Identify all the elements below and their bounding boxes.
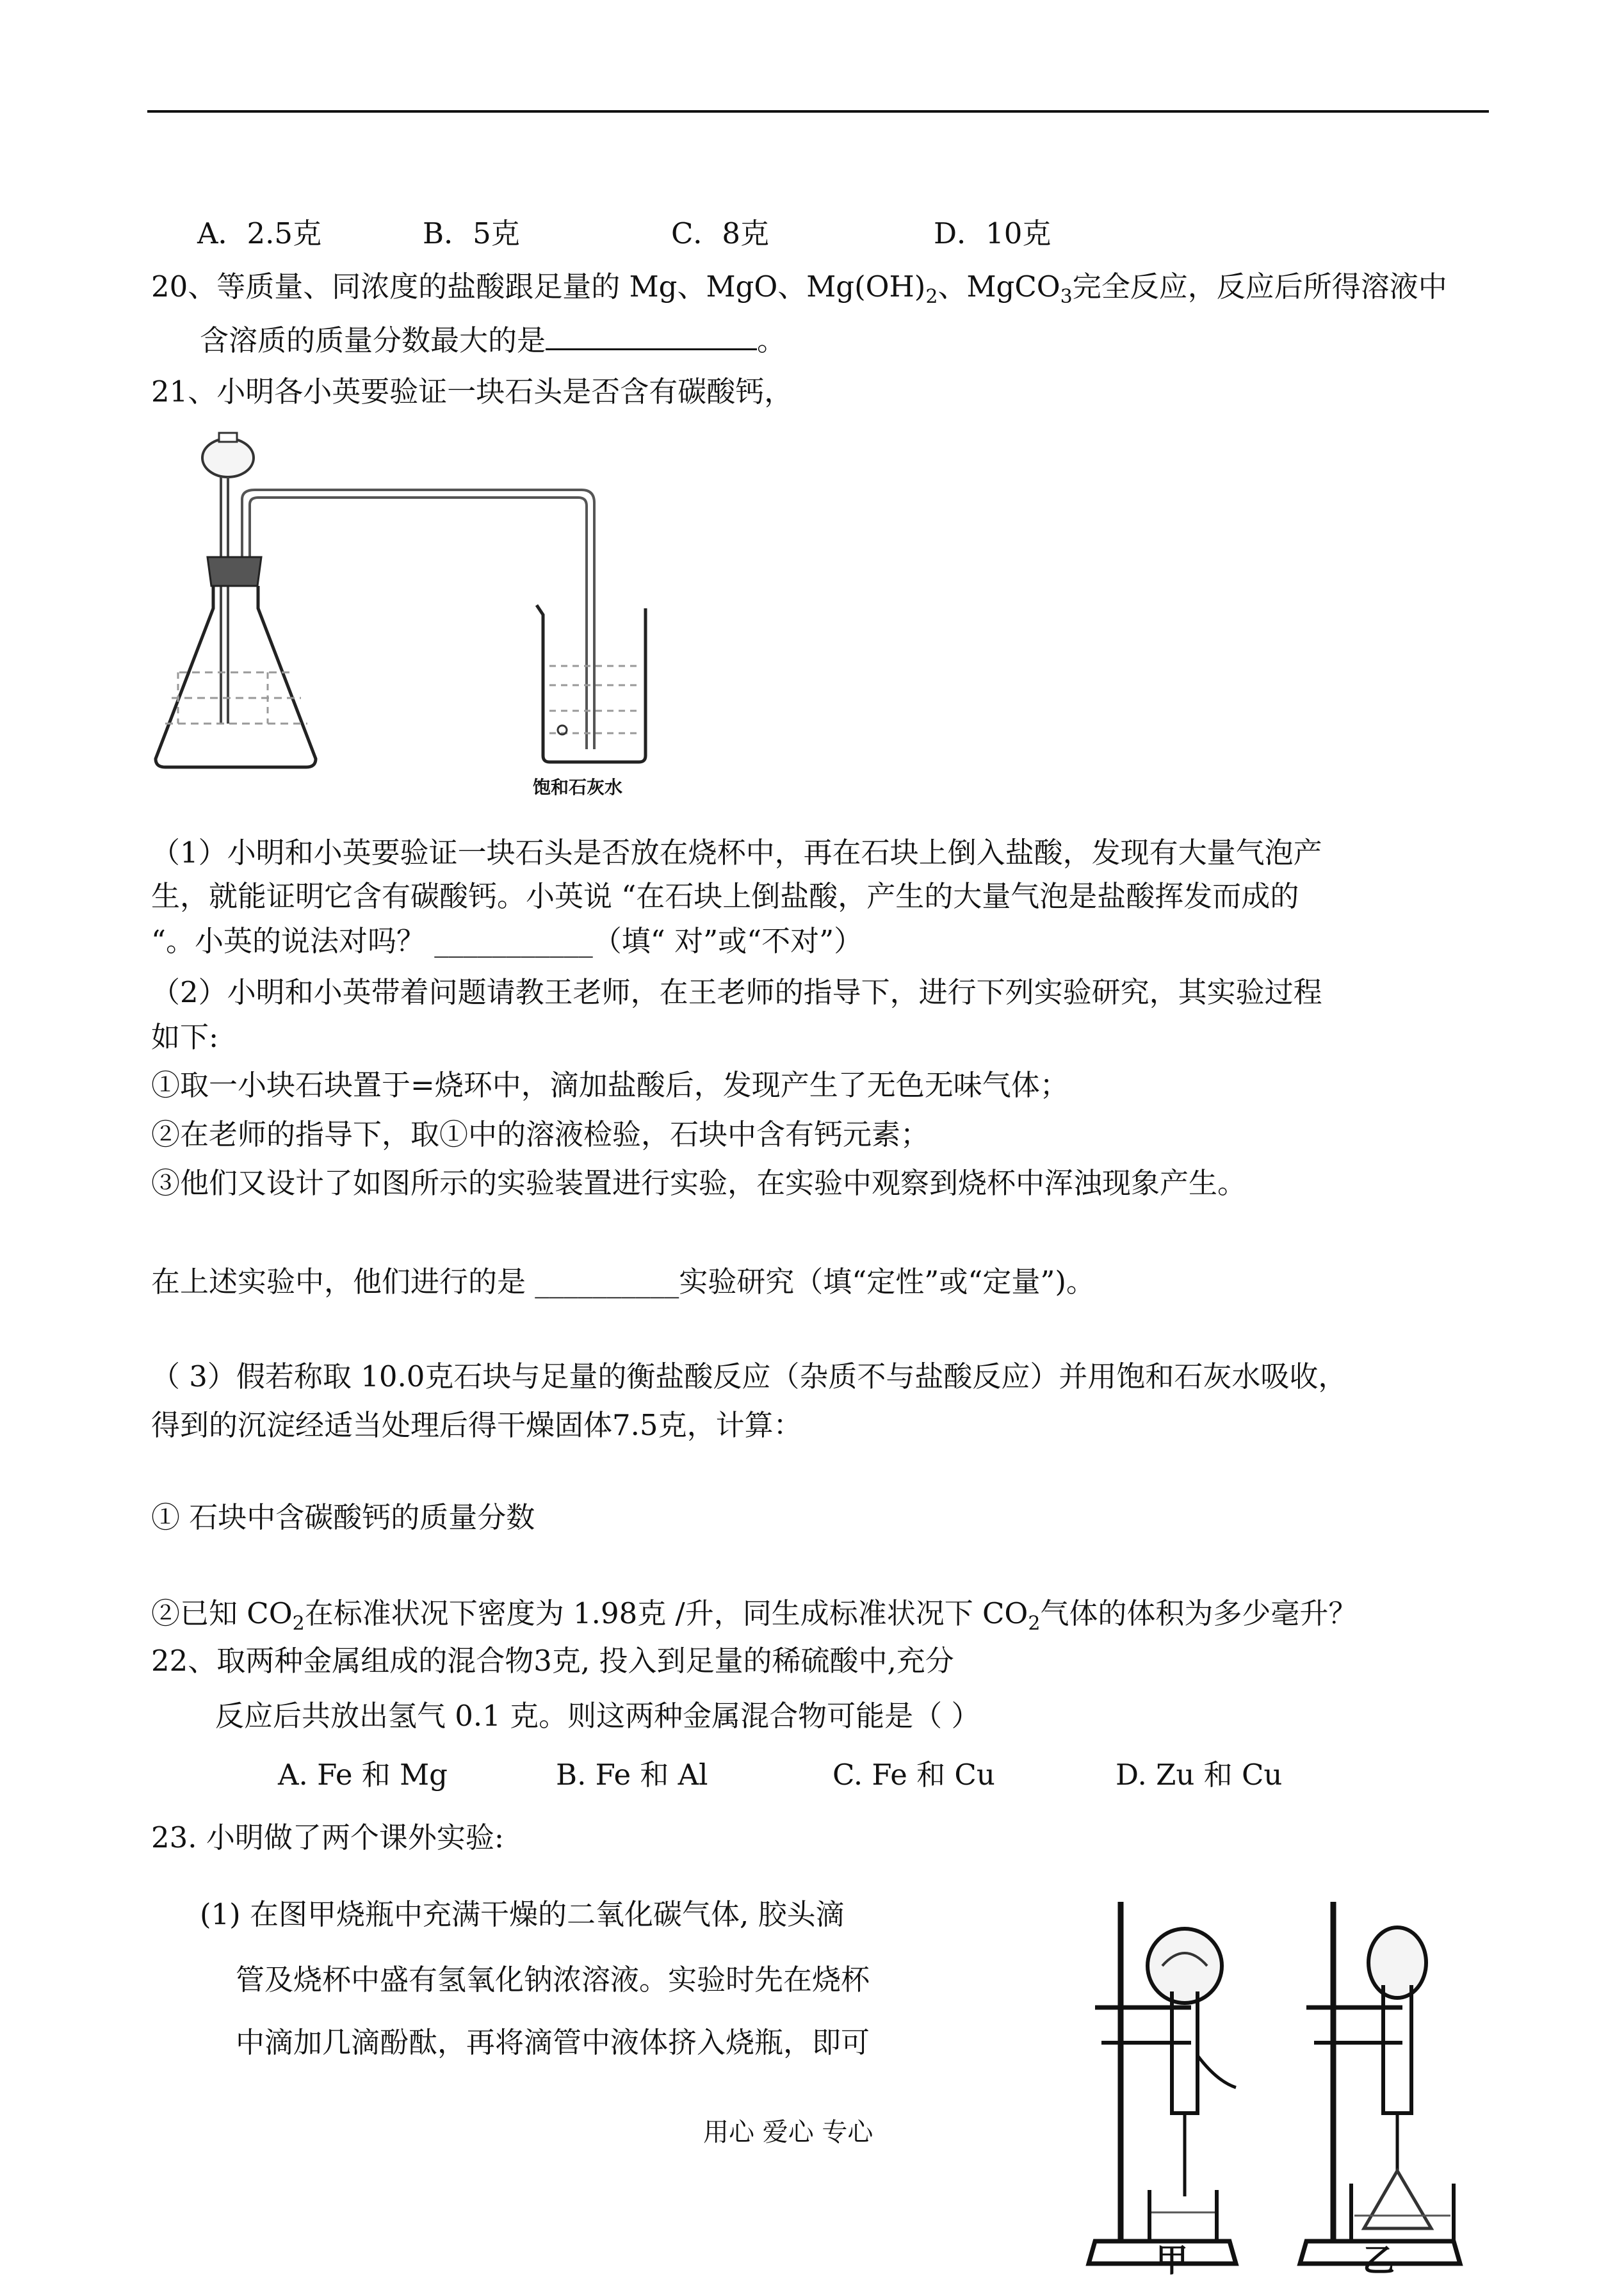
q19-option-b: B．5克 xyxy=(423,216,520,250)
apparatus-yi xyxy=(1300,1902,1460,2264)
conical-flask xyxy=(156,586,316,767)
figure-caption: 饱和石灰水 xyxy=(533,777,623,798)
q20-line-1: 20、等质量、同浓度的盐酸跟足量的 Mg、MgO、$Mg(OH)_2$、MgCO$_3$完全反应，反应后所得溶液中 xyxy=(151,270,1447,308)
q20-answer-blank xyxy=(546,320,757,350)
q19-option-c: C．8克 xyxy=(671,216,770,250)
q21-calc-1: ① 石块中含碳酸钙的质量分数 xyxy=(151,1500,535,1534)
q23-title: 23. 小明做了两个课外实验: xyxy=(151,1821,505,1854)
q21-p1-line-1: （1）小明和小英要验证一块石头是否放在烧杯中，再在石块上倒入盐酸，发现有大量气泡产 xyxy=(151,836,1322,870)
q23-line-3: 中滴加几滴酚酞，再将滴管中液体挤入烧瓶，即可 xyxy=(236,2025,870,2059)
q21-step-3: ③他们又设计了如图所示的实验装置进行实验，在实验中观察到烧杯中浑浊现象产生。 xyxy=(151,1166,1247,1200)
beaker xyxy=(537,605,646,762)
apparatus-figure xyxy=(152,429,665,800)
page-footer: 用心 爱心 专心 xyxy=(703,2118,873,2147)
q19-option-a: A．2.5克 xyxy=(197,216,322,250)
q21-step-1: ①取一小块石块置于=烧环中，滴加盐酸后，发现产生了无色无味气体； xyxy=(151,1068,1069,1102)
label-jia: 甲 xyxy=(1156,2242,1188,2279)
q21-p3-line-1: （ 3）假若称取 10.0克石块与足量的衡盐酸反应（杂质不与盐酸反应）并用饱和石灰水吸收， xyxy=(151,1359,1347,1393)
q22-line-1: 22、取两种金属组成的混合物3克, 投入到足量的稀硫酸中,充分 xyxy=(151,1644,954,1678)
q21-p2-line-1: （2）小明和小英带着问题请教王老师，在王老师的指导下，进行下列实验研究，其实验过程 xyxy=(151,975,1322,1009)
q22-option-c: C. Fe 和 Cu xyxy=(832,1758,995,1792)
q22-option-d: D. Zu 和 Cu xyxy=(1116,1758,1283,1792)
q19-option-d: D．10克 xyxy=(934,216,1052,250)
fountain-apparatus-figure xyxy=(1082,1895,1531,2280)
funnel-bulb xyxy=(202,439,254,477)
q21-step-2: ②在老师的指导下，取①中的溶液检验，石块中含有钙元素； xyxy=(151,1117,930,1151)
q21-p1-line-3: “。小英的说法对吗？ ___________（填“ 对”或“不对”） xyxy=(151,924,863,958)
funnel-stopper xyxy=(219,433,237,442)
q23-line-2: 管及烧杯中盛有氢氧化钠浓溶液。实验时先在烧杯 xyxy=(236,1963,870,1997)
label-yi: 乙 xyxy=(1363,2242,1395,2279)
q22-line-2: 反应后共放出氢气 0.1 克。则这两种金属混合物可能是（ ） xyxy=(215,1699,980,1733)
flask-stopper xyxy=(207,557,261,586)
q21-p3-line-2: 得到的沉淀经适当处理后得干燥固体7.5克，计算： xyxy=(151,1408,802,1442)
q20-line-2: 含溶质的质量分数最大的是 。 xyxy=(200,320,786,360)
q22-option-b: B. Fe 和 Al xyxy=(556,1758,708,1792)
q21-p2-line-2: 如下: xyxy=(151,1020,219,1054)
header-rule xyxy=(147,110,1489,113)
apparatus-jia xyxy=(1089,1902,1236,2264)
q21-title: 21、小明各小英要验证一块石头是否含有碳酸钙， xyxy=(151,375,793,409)
q22-option-a: A. Fe 和 Mg xyxy=(278,1758,448,1792)
q21-fill-line: 在上述实验中，他们进行的是 __________实验研究（填“定性”或“定量”)。 xyxy=(151,1265,1095,1299)
q21-p1-line-2: 生，就能证明它含有碳酸钙。小英说 “在石块上倒盐酸，产生的大量气泡是盐酸挥发而成的 xyxy=(151,879,1299,913)
q21-calc-2: ②已知 $CO_2$在标准状况下密度为 1.98克 /升，同生成标准状况下 $CO_2$气体的体积为多少毫升？ xyxy=(151,1596,1358,1635)
q23-line-1: (1) 在图甲烧瓶中充满干燥的二氧化碳气体, 胶头滴 xyxy=(200,1897,845,1931)
